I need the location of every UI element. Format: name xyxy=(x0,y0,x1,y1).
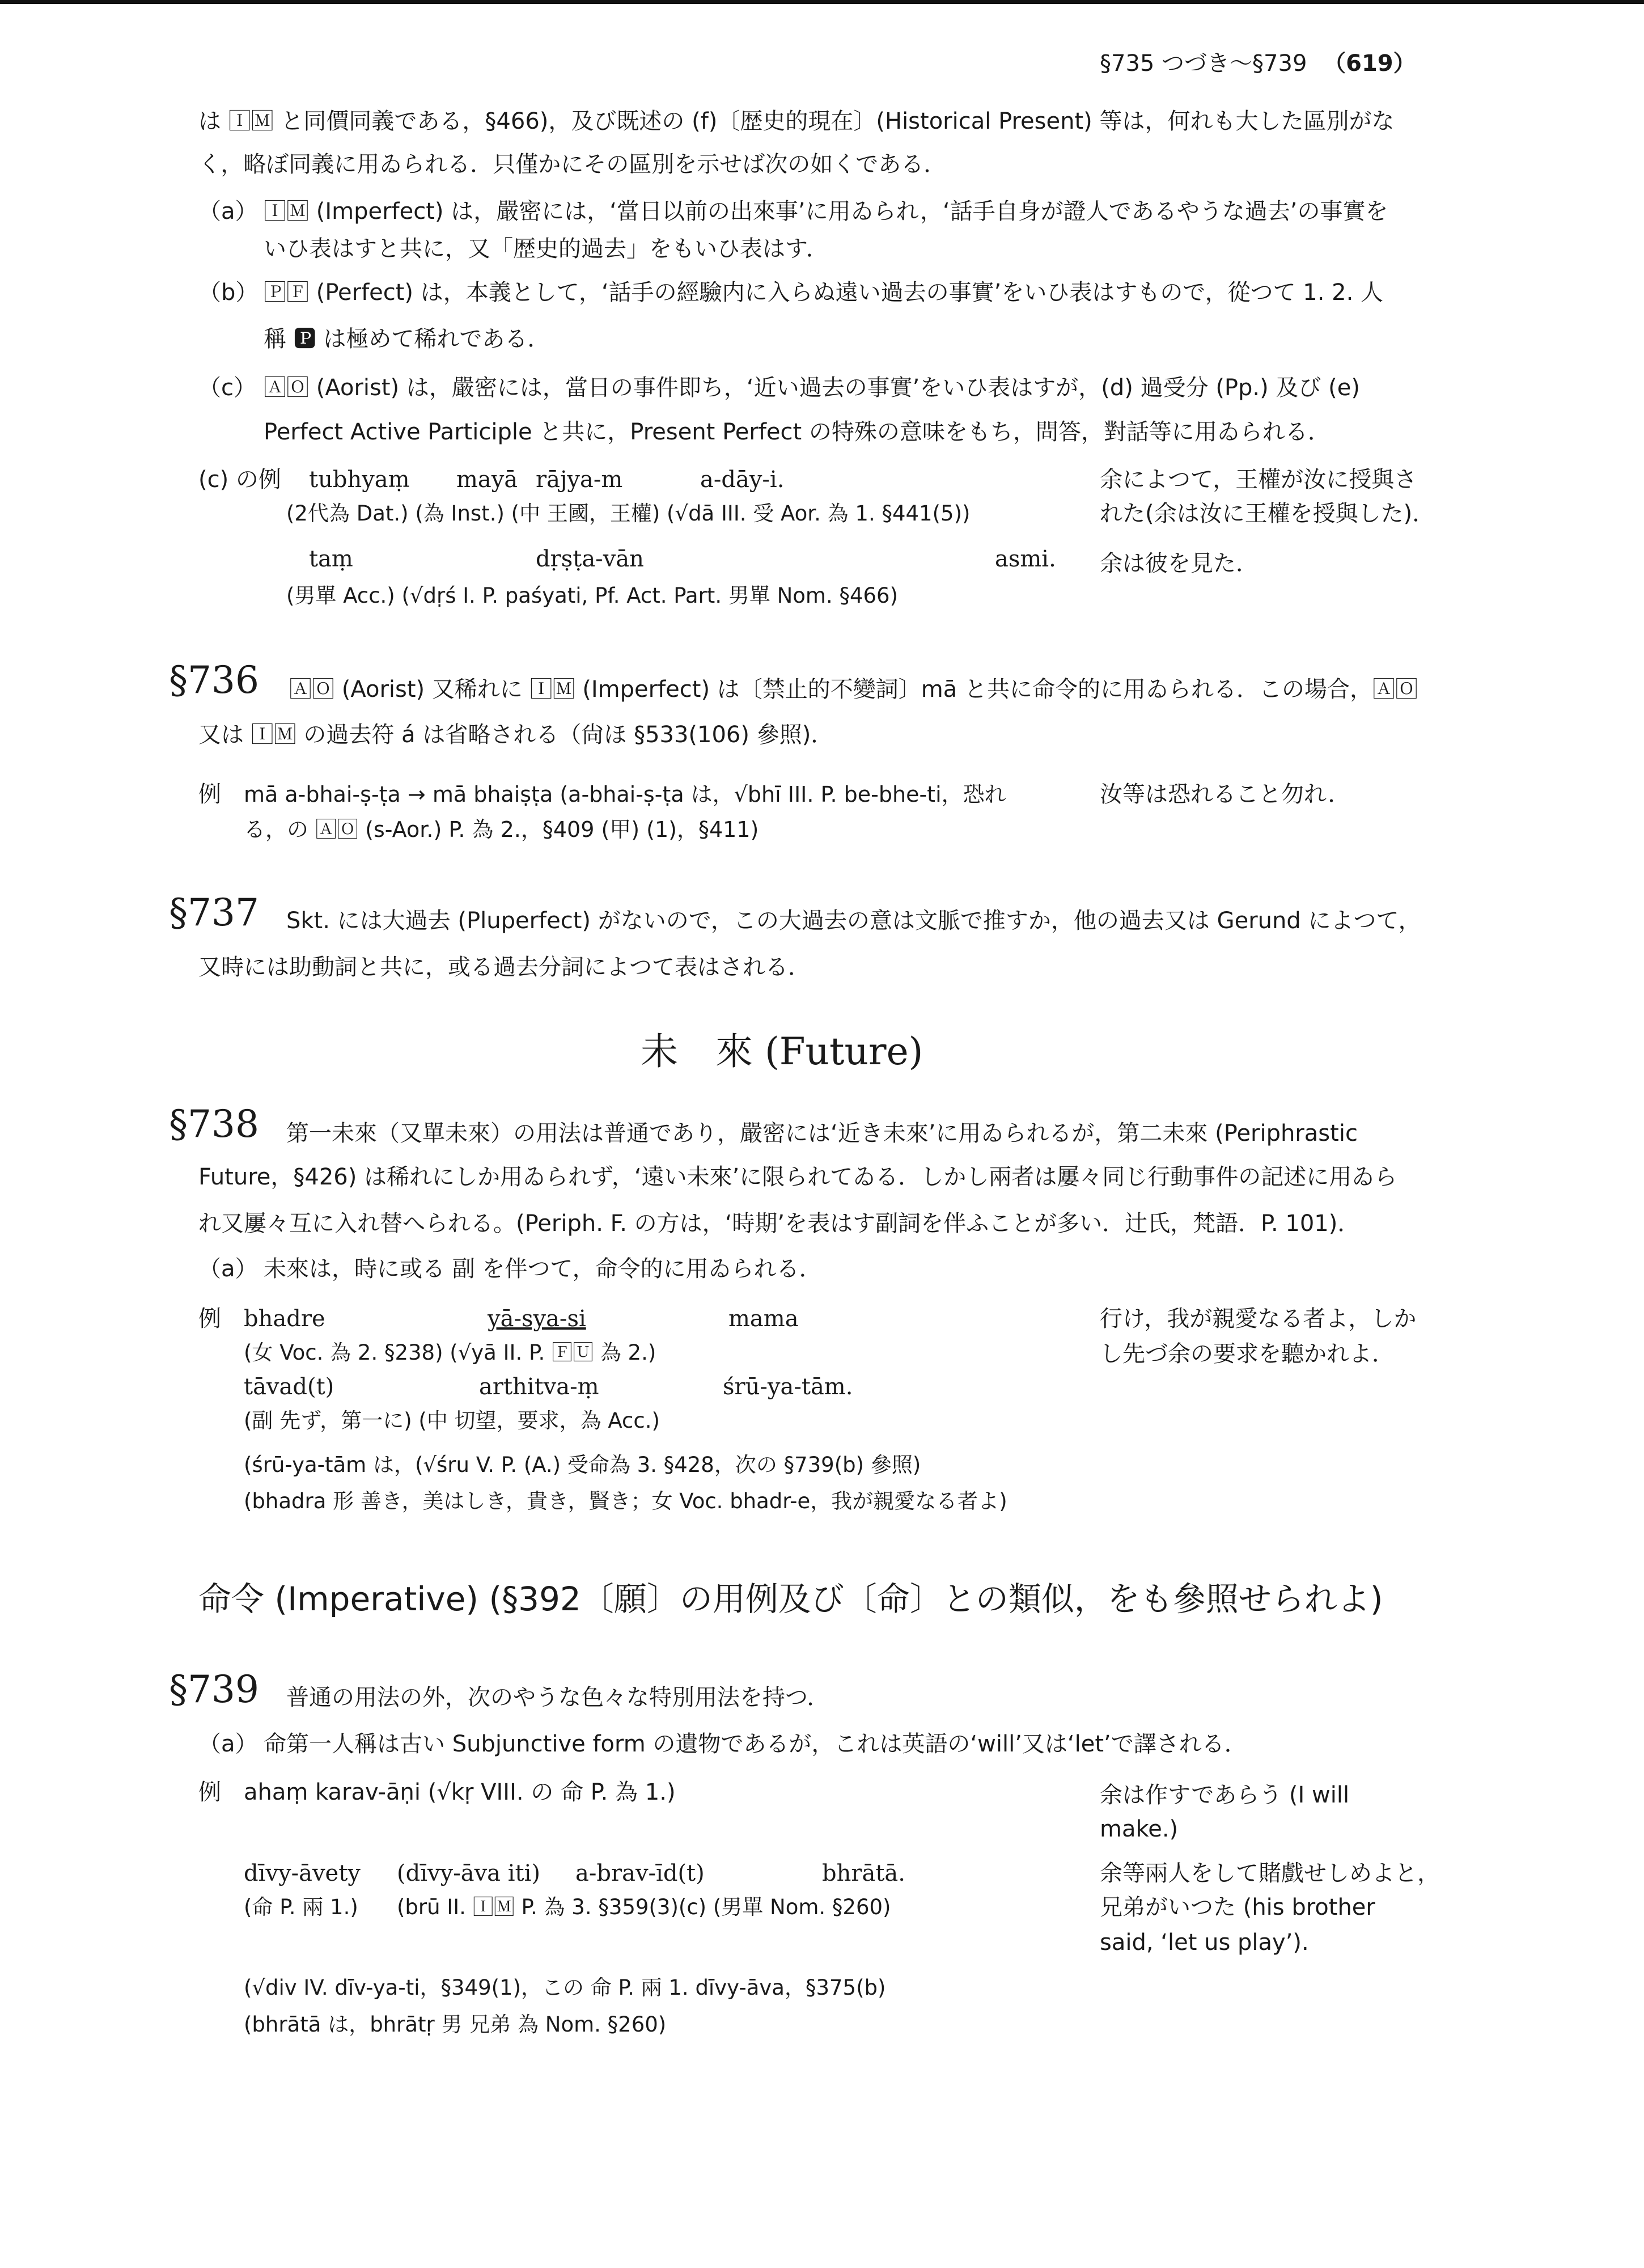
example-translation: said, ‘let us play’). xyxy=(1100,1930,1309,1956)
example-note: (bhadra 形 善き，美はしき，貴き，賢き；女 Voc. bhadr-e，我が親愛なる者よ) xyxy=(244,1489,1007,1513)
section-number: §738 xyxy=(169,1102,259,1146)
example-translation: 余によつて，王權が汝に授與さ xyxy=(1100,467,1417,493)
example-text: ahaṃ karav-āṇi (√kṛ VIII. の 命 P. 為 1.) xyxy=(244,1779,676,1805)
example-note: (√div IV. dīv-ya-ti，§349(1)，この 命 P. 兩 1. dīvy-āva，§375(b) xyxy=(244,1975,886,2000)
example-gloss: (brū II. 🄸🄼 P. 為 3. §359(3)(c) (男單 Nom. §260) xyxy=(397,1895,891,1919)
section-text: Future，§426) は稀れにしか用ゐられず，‘遠い未來’に限られてゐる．しかし兩者は屢々同じ行動事件の記述に用ゐら xyxy=(198,1164,1397,1190)
example-word: dīvy-āvety xyxy=(244,1860,361,1886)
example-translation: 汝等は恐れること勿れ． xyxy=(1100,781,1351,807)
example-text: る，の 🄰🄾 (s-Aor.) P. 為 2.，§409 (甲) (1)，§411) xyxy=(244,817,759,842)
example-translation: 余は作すであらう (I will xyxy=(1100,1782,1350,1808)
example-translation: 余は彼を見た． xyxy=(1100,551,1259,577)
example-translation: 兄弟がいつた (his brother xyxy=(1100,1894,1375,1920)
item-label: （a） xyxy=(198,198,258,225)
example-gloss: (命 P. 兩 1.) xyxy=(244,1895,358,1919)
example-translation: 余等兩人をして賭戲せしめよと， xyxy=(1100,1860,1440,1886)
item-label: （a） xyxy=(198,1256,258,1282)
example-word: asmi. xyxy=(995,546,1056,572)
item-text: いひ表はすと共に，又「歴史的過去」をもいひ表はす． xyxy=(264,236,829,262)
page-number: （619） xyxy=(1323,50,1416,77)
running-header xyxy=(1100,49,1416,78)
item-text: 命第一人稱は古い Subjunctive form の遺物であるが，これは英語の‘will’又は‘let’で譯される． xyxy=(264,1731,1247,1757)
example-word: (dīvy-āva iti) xyxy=(397,1860,540,1886)
heading-imperative: 命令 (Imperative) (§392〔願〕の用例及び〔命〕との類似，をも參照せられよ) xyxy=(198,1580,1383,1618)
example-word: rājya-m xyxy=(536,467,623,493)
example-word: arthitva-ṃ xyxy=(479,1374,599,1400)
example-word: bhrātā. xyxy=(822,1860,905,1886)
example-gloss: (2代為 Dat.) (為 Inst.) (中 王國，王權) (√dā III. 受 Aor. 為 1. §441(5)) xyxy=(286,501,971,526)
example-lead: 例 xyxy=(198,781,221,807)
intro-line-1: は 🄸🄼 と同價同義である，§466)，及び既述の (f)〔歴史的現在〕(Historical Present) 等は，何れも大した區別がな xyxy=(198,108,1395,134)
example-lead: (c) の例 xyxy=(198,467,281,493)
example-word: taṃ xyxy=(309,546,353,572)
section-number: §737 xyxy=(169,891,259,934)
section-range: §735 つづき〜§739 xyxy=(1100,50,1307,77)
item-text: Perfect Active Participle と共に，Present Perfect の特殊の意味をもち，問答，對話等に用ゐられる． xyxy=(264,419,1331,445)
top-rule xyxy=(0,0,1644,4)
example-word: yā-sya-si xyxy=(488,1306,586,1332)
item-label: （a） xyxy=(198,1731,258,1757)
example-translation: し先づ余の要求を聽かれよ． xyxy=(1100,1341,1395,1367)
example-word: śrū-ya-tām. xyxy=(723,1374,853,1400)
example-word: bhadre xyxy=(244,1306,325,1332)
example-word: mama xyxy=(728,1306,799,1332)
example-lead: 例 xyxy=(198,1306,221,1332)
example-word: dṛṣṭa-vān xyxy=(536,546,644,572)
section-text: Skt. には大過去 (Pluperfect) がないので，この大過去の意は文脈で推すか，他の過去又は Gerund によつて， xyxy=(286,908,1421,934)
example-word: a-dāy-i. xyxy=(700,467,785,493)
item-text: 未來は，時に或る 副 を伴つて，命令的に用ゐられる． xyxy=(264,1256,822,1282)
item-text: 🄰🄾 (Aorist) は，嚴密には，當日の事件即ち，‘近い過去の事實’をいひ表はすが，(d) 過受分 (Pp.) 及び (e) xyxy=(264,375,1361,401)
section-text: 第一未來（又單未來）の用法は普通であり，嚴密には‘近き未來’に用ゐられるが，第二未來 (Periphrastic xyxy=(286,1120,1358,1146)
example-note: (śrū-ya-tām は，(√śru V. P. (A.) 受命為 3. §428，次の §739(b) 參照) xyxy=(244,1453,921,1477)
example-gloss: (女 Voc. 為 2. §238) (√yā II. P. 🄵🅄 為 2.) xyxy=(244,1340,656,1365)
example-word: tubhyaṃ xyxy=(309,467,410,493)
section-text: 普通の用法の外，次のやうな色々な特別用法を持つ． xyxy=(286,1685,830,1711)
example-word: tāvad(t) xyxy=(244,1374,334,1400)
example-translation: 行け，我が親愛なる者よ，しか xyxy=(1100,1306,1417,1332)
item-label: （b） xyxy=(198,280,259,306)
item-text: 🄸🄼 (Imperfect) は，嚴密には，‘當日以前の出來事’に用ゐられ，‘話手自身が證人であるやうな過去’の事實を xyxy=(264,198,1388,225)
section-text: 又は 🄸🄼 の過去符 á は省略される（尙ほ §533(106) 參照)． xyxy=(198,722,834,748)
example-lead: 例 xyxy=(198,1779,221,1805)
heading-future: 未 來 (Future) xyxy=(641,1030,923,1073)
item-text: 稱 🅿 は極めて稀れである． xyxy=(264,326,550,352)
item-label: （c） xyxy=(198,375,256,401)
section-text: 又時には助動詞と共に，或る過去分詞によつて表はされる． xyxy=(198,954,811,980)
example-gloss: (副 先ず，第一に) (中 切望，要求，為 Acc.) xyxy=(244,1408,660,1433)
item-text: 🄿🄵 (Perfect) は，本義として，‘話手の經驗内に入らぬ遠い過去の事實’をいひ表はすもので，從つて 1. 2. 人 xyxy=(264,280,1384,306)
example-note: (bhrātā は，bhrātṛ 男 兄弟 為 Nom. §260) xyxy=(244,2012,667,2037)
section-number: §736 xyxy=(169,658,259,702)
section-number: §739 xyxy=(169,1668,259,1711)
example-gloss: (男單 Acc.) (√dṛś I. P. paśyati, Pf. Act. Part. 男單 Nom. §466) xyxy=(286,583,899,608)
example-translation: れた(余は汝に王權を授與した)． xyxy=(1100,501,1435,527)
example-word: mayā xyxy=(456,467,518,493)
section-text: れ又屢々互に入れ替へられる。(Periph. F. の方は，‘時期’を表はす副詞を伴ふことが多い．辻氏，梵語．P. 101)． xyxy=(198,1211,1361,1237)
example-translation: make.) xyxy=(1100,1816,1179,1842)
section-text: 🄰🄾 (Aorist) 又稀れに 🄸🄼 (Imperfect) は〔禁止的不變詞〕mā と共に命令的に用ゐられる．この場合，🄰🄾 xyxy=(289,676,1418,703)
intro-line-2: く，略ぼ同義に用ゐられる．只僅かにその區別を示せば次の如くである． xyxy=(198,151,947,177)
example-word: a-brav-īd(t) xyxy=(575,1860,705,1886)
example-text: mā a-bhai-ṣ-ṭa → mā bhaiṣṭa (a-bhai-ṣ-ṭa は，√bhī III. P. be-bhe-ti，恐れ xyxy=(244,782,1006,807)
